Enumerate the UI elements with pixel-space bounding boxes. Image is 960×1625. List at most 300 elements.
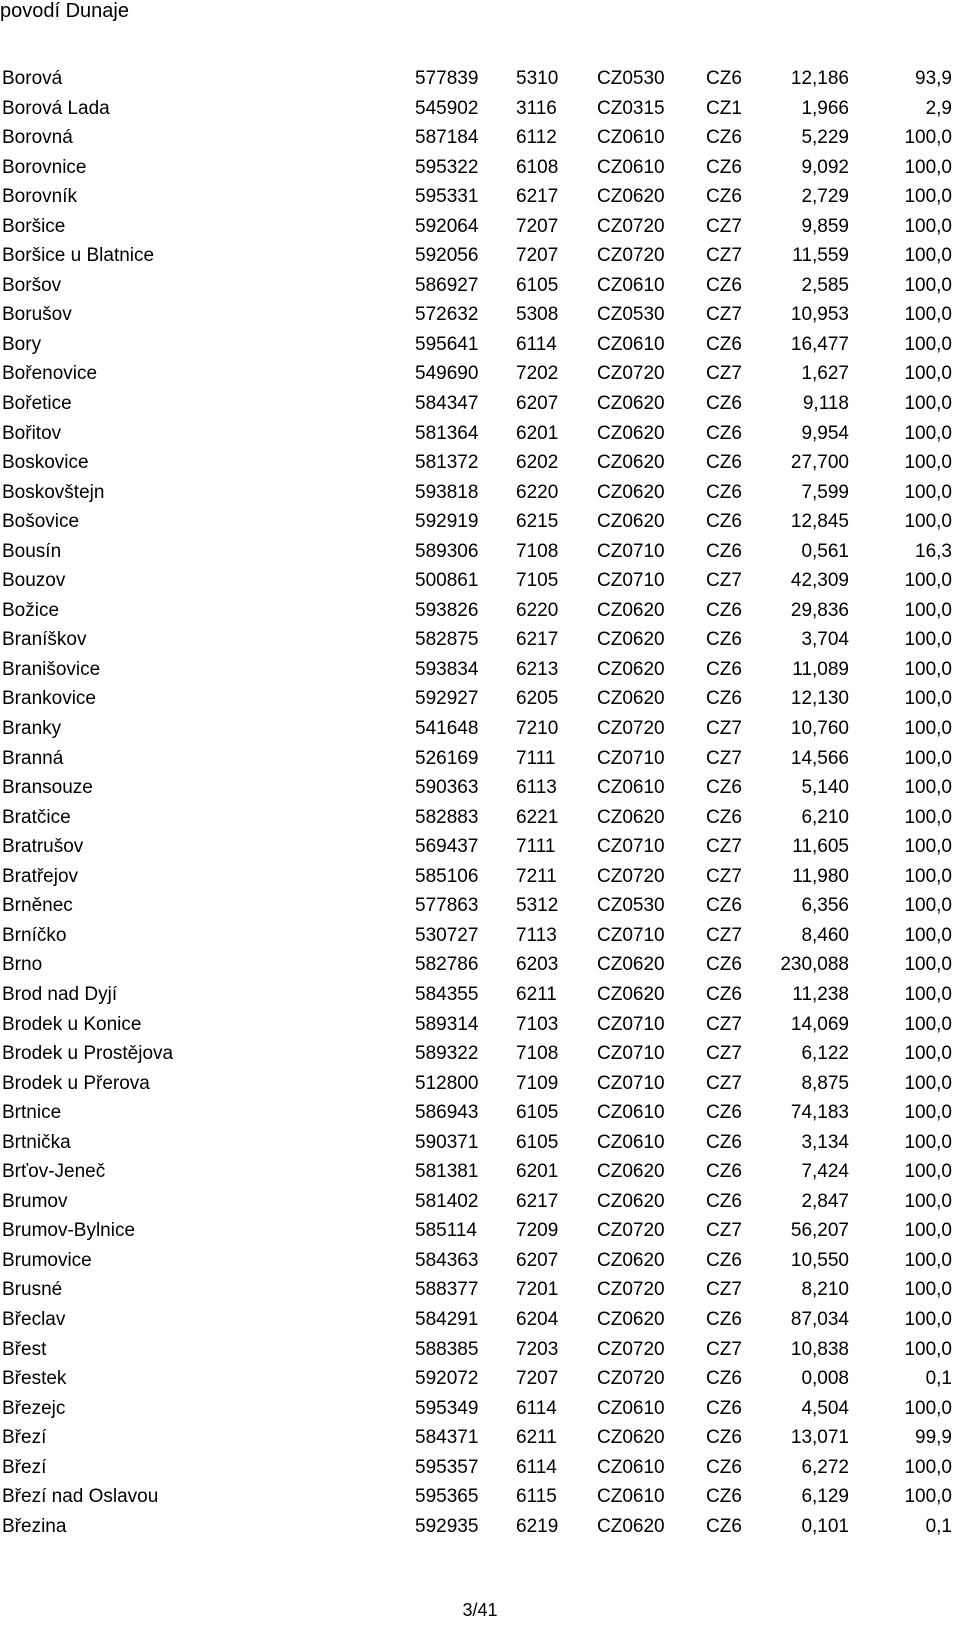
region-code: CZ1 [706, 97, 742, 119]
table-row [0, 684, 960, 714]
municipality-name: Březejc [2, 1397, 66, 1419]
nuts-code: CZ0720 [597, 1338, 665, 1360]
nuts-code: CZ0720 [597, 1368, 665, 1390]
district-code: 7109 [516, 1072, 559, 1094]
municipality-code: 595331 [415, 186, 479, 208]
table-row [0, 241, 960, 271]
region-code: CZ6 [706, 777, 742, 799]
percent-value: 0,1 [925, 1368, 952, 1390]
region-code: CZ6 [706, 452, 742, 474]
area-value: 10,953 [790, 304, 849, 326]
municipality-code: 586927 [415, 274, 479, 296]
table-row [0, 123, 960, 153]
table-row [0, 832, 960, 862]
nuts-code: CZ0610 [597, 156, 665, 178]
district-code: 6203 [516, 954, 559, 976]
percent-value: 100,0 [904, 1043, 952, 1065]
region-code: CZ6 [706, 333, 742, 355]
municipality-name: Božice [2, 599, 60, 621]
percent-value: 100,0 [904, 806, 952, 828]
municipality-code: 587184 [415, 127, 479, 149]
nuts-code: CZ0620 [597, 422, 665, 444]
region-code: CZ6 [706, 1190, 742, 1212]
table-row [0, 1128, 960, 1158]
area-value: 9,092 [801, 156, 849, 178]
area-value: 2,585 [801, 274, 849, 296]
table-row [0, 1010, 960, 1040]
table-row [0, 359, 960, 389]
area-value: 230,088 [780, 954, 849, 976]
percent-value: 100,0 [904, 865, 952, 887]
nuts-code: CZ0620 [597, 1161, 665, 1183]
table-row [0, 94, 960, 124]
municipality-code: 577863 [415, 895, 479, 917]
district-code: 7207 [516, 215, 559, 237]
table-row [0, 950, 960, 980]
area-value: 29,836 [790, 599, 849, 621]
percent-value: 100,0 [904, 127, 952, 149]
area-value: 8,460 [801, 924, 849, 946]
percent-value: 100,0 [904, 1013, 952, 1035]
municipality-code: 592072 [415, 1368, 479, 1390]
table-row [0, 1453, 960, 1483]
municipality-name: Borušov [2, 304, 72, 326]
municipality-name: Brno [2, 954, 43, 976]
table-row [0, 300, 960, 330]
municipality-code: 588377 [415, 1279, 479, 1301]
area-value: 10,550 [790, 1249, 849, 1271]
municipality-name: Bratrušov [2, 836, 84, 858]
percent-value: 16,3 [915, 540, 952, 562]
nuts-code: CZ0620 [597, 452, 665, 474]
table-row [0, 537, 960, 567]
district-code: 3116 [516, 97, 557, 119]
percent-value: 100,0 [904, 1249, 952, 1271]
percent-value: 100,0 [904, 452, 952, 474]
municipality-code: 592927 [415, 688, 479, 710]
municipality-name: Březí [2, 1456, 47, 1478]
area-value: 4,504 [801, 1397, 849, 1419]
table-row [0, 744, 960, 774]
region-code: CZ6 [706, 68, 742, 89]
area-value: 11,605 [792, 836, 849, 858]
area-value: 3,704 [801, 629, 849, 651]
district-code: 6211 [516, 983, 557, 1005]
table-row [0, 980, 960, 1010]
nuts-code: CZ0720 [597, 1279, 665, 1301]
table-row [0, 1482, 960, 1512]
percent-value: 100,0 [904, 747, 952, 769]
table-row [0, 655, 960, 685]
municipality-code: 584371 [415, 1427, 479, 1449]
district-code: 6112 [516, 127, 557, 149]
nuts-code: CZ0620 [597, 806, 665, 828]
municipality-name: Břest [2, 1338, 47, 1360]
municipality-name: Bratčice [2, 806, 71, 828]
municipality-name: Brněnec [2, 895, 73, 917]
area-value: 56,207 [790, 1220, 849, 1242]
percent-value: 100,0 [904, 570, 952, 592]
table-row [0, 1275, 960, 1305]
district-code: 6213 [516, 658, 559, 680]
nuts-code: CZ0620 [597, 1249, 665, 1271]
area-value: 7,424 [801, 1161, 849, 1183]
table-row [0, 1157, 960, 1187]
nuts-code: CZ0710 [597, 747, 665, 769]
municipality-code: 584291 [415, 1308, 479, 1330]
municipality-name: Braníškov [2, 629, 87, 651]
nuts-code: CZ0610 [597, 274, 665, 296]
percent-value: 100,0 [904, 1338, 952, 1360]
municipality-code: 593834 [415, 658, 479, 680]
page-title: povodí Dunaje [0, 0, 129, 22]
area-value: 10,760 [790, 718, 849, 740]
area-value: 11,238 [792, 983, 849, 1005]
municipality-name: Březina [2, 1515, 67, 1537]
region-code: CZ7 [706, 1338, 742, 1360]
percent-value: 100,0 [904, 1190, 952, 1212]
municipality-code: 595365 [415, 1486, 479, 1508]
municipality-name: Boskovštejn [2, 481, 105, 503]
municipality-code: 581372 [415, 452, 479, 474]
area-value: 1,966 [801, 97, 849, 119]
table-row [0, 596, 960, 626]
nuts-code: CZ0610 [597, 1397, 665, 1419]
municipality-code: 585106 [415, 865, 479, 887]
district-code: 7203 [516, 1338, 559, 1360]
municipality-name: Bořenovice [2, 363, 98, 385]
area-value: 0,008 [801, 1368, 849, 1390]
area-value: 7,599 [801, 481, 849, 503]
nuts-code: CZ0710 [597, 836, 665, 858]
area-value: 12,845 [790, 511, 849, 533]
municipality-name: Borová [2, 68, 63, 89]
table-row [0, 271, 960, 301]
area-value: 74,183 [790, 1102, 849, 1124]
district-code: 6201 [516, 1161, 559, 1183]
nuts-code: CZ0620 [597, 1515, 665, 1537]
district-code: 7111 [516, 747, 556, 769]
district-code: 6220 [516, 481, 559, 503]
percent-value: 100,0 [904, 304, 952, 326]
municipality-code: 593818 [415, 481, 479, 503]
nuts-code: CZ0610 [597, 1486, 665, 1508]
district-code: 6202 [516, 452, 559, 474]
municipality-code: 592919 [415, 511, 479, 533]
municipality-name: Brodek u Konice [2, 1013, 142, 1035]
region-code: CZ6 [706, 1427, 742, 1449]
region-code: CZ6 [706, 1456, 742, 1478]
municipality-name: Bořetice [2, 393, 72, 415]
area-value: 9,954 [801, 422, 849, 444]
district-code: 7105 [516, 570, 559, 592]
municipality-code: 592935 [415, 1515, 479, 1537]
table-row [0, 330, 960, 360]
nuts-code: CZ0315 [597, 97, 665, 119]
area-value: 12,186 [790, 68, 849, 89]
region-code: CZ6 [706, 688, 742, 710]
table-row [0, 625, 960, 655]
municipality-code: 595322 [415, 156, 479, 178]
region-code: CZ7 [706, 865, 742, 887]
region-code: CZ7 [706, 718, 742, 740]
region-code: CZ6 [706, 540, 742, 562]
area-value: 11,089 [792, 658, 849, 680]
region-code: CZ7 [706, 363, 742, 385]
percent-value: 100,0 [904, 836, 952, 858]
district-code: 7201 [516, 1279, 559, 1301]
nuts-code: CZ0710 [597, 1072, 665, 1094]
table-row [0, 153, 960, 183]
region-code: CZ6 [706, 1249, 742, 1271]
district-code: 7202 [516, 363, 559, 385]
table-row [0, 507, 960, 537]
municipality-name: Brumovice [2, 1249, 92, 1271]
area-value: 12,130 [790, 688, 849, 710]
table-row [0, 1364, 960, 1394]
municipality-name: Borovnice [2, 156, 87, 178]
municipality-code: 595349 [415, 1397, 479, 1419]
municipality-name: Bouzov [2, 570, 66, 592]
percent-value: 100,0 [904, 718, 952, 740]
nuts-code: CZ0720 [597, 363, 665, 385]
nuts-code: CZ0610 [597, 1456, 665, 1478]
area-value: 6,129 [801, 1486, 849, 1508]
region-code: CZ6 [706, 1397, 742, 1419]
nuts-code: CZ0620 [597, 954, 665, 976]
nuts-code: CZ0530 [597, 304, 665, 326]
percent-value: 100,0 [904, 481, 952, 503]
municipality-name: Brodek u Přerova [2, 1072, 150, 1094]
area-value: 6,210 [801, 806, 849, 828]
municipality-name: Brtnička [2, 1131, 71, 1153]
nuts-code: CZ0620 [597, 688, 665, 710]
municipality-code: 572632 [415, 304, 479, 326]
municipality-name: Březí [2, 1427, 47, 1449]
area-value: 9,859 [801, 215, 849, 237]
percent-value: 100,0 [904, 1131, 952, 1153]
municipality-name: Bory [2, 333, 42, 355]
area-value: 8,210 [801, 1279, 849, 1301]
nuts-code: CZ0620 [597, 983, 665, 1005]
table-row [0, 1423, 960, 1453]
area-value: 2,847 [801, 1190, 849, 1212]
district-code: 5312 [516, 895, 559, 917]
percent-value: 100,0 [904, 215, 952, 237]
nuts-code: CZ0620 [597, 511, 665, 533]
municipality-name: Brťov-Jeneč [2, 1161, 106, 1183]
district-code: 6114 [516, 1456, 557, 1478]
percent-value: 100,0 [904, 1279, 952, 1301]
area-value: 14,069 [790, 1013, 849, 1035]
municipality-name: Boskovice [2, 452, 89, 474]
area-value: 6,356 [801, 895, 849, 917]
municipality-code: 545902 [415, 97, 479, 119]
municipality-name: Borovník [2, 186, 77, 208]
region-code: CZ6 [706, 1161, 742, 1183]
municipality-name: Bransouze [2, 777, 93, 799]
district-code: 6207 [516, 393, 559, 415]
region-code: CZ7 [706, 1043, 742, 1065]
region-code: CZ6 [706, 658, 742, 680]
percent-value: 100,0 [904, 363, 952, 385]
percent-value: 100,0 [904, 1397, 952, 1419]
municipality-name: Březí nad Oslavou [2, 1486, 159, 1508]
municipality-code: 577839 [415, 68, 479, 89]
page-number: 3/41 [462, 1600, 498, 1620]
municipality-code: 590363 [415, 777, 479, 799]
municipality-name: Branišovice [2, 658, 101, 680]
percent-value: 100,0 [904, 1486, 952, 1508]
nuts-code: CZ0620 [597, 393, 665, 415]
municipality-name: Brusné [2, 1279, 63, 1301]
municipality-code: 590371 [415, 1131, 479, 1153]
table-row [0, 64, 960, 94]
nuts-code: CZ0620 [597, 1190, 665, 1212]
district-code: 6217 [516, 186, 559, 208]
area-value: 5,229 [801, 127, 849, 149]
percent-value: 100,0 [904, 1220, 952, 1242]
table-row [0, 1069, 960, 1099]
municipality-code: 586943 [415, 1102, 479, 1124]
district-code: 6114 [516, 1397, 557, 1419]
municipality-name: Bořitov [2, 422, 62, 444]
region-code: CZ7 [706, 1279, 742, 1301]
percent-value: 100,0 [904, 688, 952, 710]
area-value: 11,559 [792, 245, 849, 267]
percent-value: 2,9 [925, 97, 952, 119]
area-value: 14,566 [790, 747, 849, 769]
municipality-name: Brumov [2, 1190, 68, 1212]
municipality-name: Břeclav [2, 1308, 66, 1330]
region-code: CZ6 [706, 1131, 742, 1153]
municipality-name: Boršice [2, 215, 66, 237]
table-row [0, 891, 960, 921]
municipality-code: 595641 [415, 333, 479, 355]
percent-value: 100,0 [904, 393, 952, 415]
district-code: 6204 [516, 1308, 559, 1330]
nuts-code: CZ0720 [597, 245, 665, 267]
municipality-name: Branky [2, 718, 62, 740]
nuts-code: CZ0720 [597, 718, 665, 740]
region-code: CZ6 [706, 1515, 742, 1537]
table-row [0, 773, 960, 803]
table-row [0, 1039, 960, 1069]
district-code: 6211 [516, 1427, 557, 1449]
district-code: 6113 [516, 777, 557, 799]
district-code: 7209 [516, 1220, 559, 1242]
region-code: CZ6 [706, 156, 742, 178]
district-code: 6105 [516, 1102, 559, 1124]
percent-value: 100,0 [904, 924, 952, 946]
area-value: 1,627 [801, 363, 849, 385]
nuts-code: CZ0620 [597, 1427, 665, 1449]
municipality-name: Boršov [2, 274, 62, 296]
table-row [0, 1335, 960, 1365]
nuts-code: CZ0710 [597, 924, 665, 946]
percent-value: 100,0 [904, 186, 952, 208]
percent-value: 100,0 [904, 629, 952, 651]
percent-value: 100,0 [904, 274, 952, 296]
municipality-code: 589314 [415, 1013, 479, 1035]
table-row [0, 419, 960, 449]
region-code: CZ7 [706, 245, 742, 267]
district-code: 5308 [516, 304, 559, 326]
municipality-code: 500861 [415, 570, 479, 592]
district-code: 6221 [516, 806, 559, 828]
municipality-name: Brumov-Bylnice [2, 1220, 136, 1242]
table-row [0, 389, 960, 419]
area-value: 2,729 [801, 186, 849, 208]
area-value: 42,309 [790, 570, 849, 592]
region-code: CZ7 [706, 1072, 742, 1094]
district-code: 6205 [516, 688, 559, 710]
area-value: 9,118 [802, 393, 849, 415]
percent-value: 100,0 [904, 777, 952, 799]
area-value: 6,122 [801, 1043, 849, 1065]
table-row [0, 566, 960, 596]
district-code: 7111 [516, 836, 556, 858]
municipality-name: Břestek [2, 1368, 67, 1390]
municipality-code: 595357 [415, 1456, 479, 1478]
municipality-code: 581364 [415, 422, 479, 444]
municipality-code: 582883 [415, 806, 479, 828]
region-code: CZ6 [706, 393, 742, 415]
area-value: 8,875 [801, 1072, 849, 1094]
municipality-name: Bousín [2, 540, 62, 562]
table-row [0, 921, 960, 951]
percent-value: 100,0 [904, 245, 952, 267]
nuts-code: CZ0620 [597, 629, 665, 651]
region-code: CZ7 [706, 304, 742, 326]
nuts-code: CZ0530 [597, 895, 665, 917]
municipality-name: Borová Lada [2, 97, 110, 119]
region-code: CZ6 [706, 127, 742, 149]
region-code: CZ7 [706, 215, 742, 237]
region-code: CZ7 [706, 1013, 742, 1035]
municipality-code: 541648 [415, 718, 479, 740]
district-code: 6115 [516, 1486, 557, 1508]
municipality-code: 582875 [415, 629, 479, 651]
nuts-code: CZ0720 [597, 1220, 665, 1242]
municipality-name: Brodek u Prostějova [2, 1043, 174, 1065]
area-value: 13,071 [790, 1427, 849, 1449]
region-code: CZ6 [706, 599, 742, 621]
region-code: CZ6 [706, 1368, 742, 1390]
district-code: 6108 [516, 156, 559, 178]
area-value: 16,477 [790, 333, 849, 355]
area-value: 6,272 [801, 1456, 849, 1478]
municipality-code: 585114 [415, 1220, 477, 1242]
region-code: CZ6 [706, 1102, 742, 1124]
table-row [0, 803, 960, 833]
region-code: CZ6 [706, 511, 742, 533]
area-value: 10,838 [790, 1338, 849, 1360]
percent-value: 100,0 [904, 658, 952, 680]
region-code: CZ6 [706, 1486, 742, 1508]
municipality-code: 592064 [415, 215, 479, 237]
percent-value: 100,0 [904, 983, 952, 1005]
table-row [0, 1305, 960, 1335]
percent-value: 100,0 [904, 333, 952, 355]
percent-value: 100,0 [904, 1456, 952, 1478]
municipality-name: Branná [2, 747, 64, 769]
municipality-code: 581402 [415, 1190, 479, 1212]
table-row [0, 478, 960, 508]
district-code: 7108 [516, 1043, 559, 1065]
municipality-code: 592056 [415, 245, 479, 267]
area-value: 11,980 [792, 865, 849, 887]
